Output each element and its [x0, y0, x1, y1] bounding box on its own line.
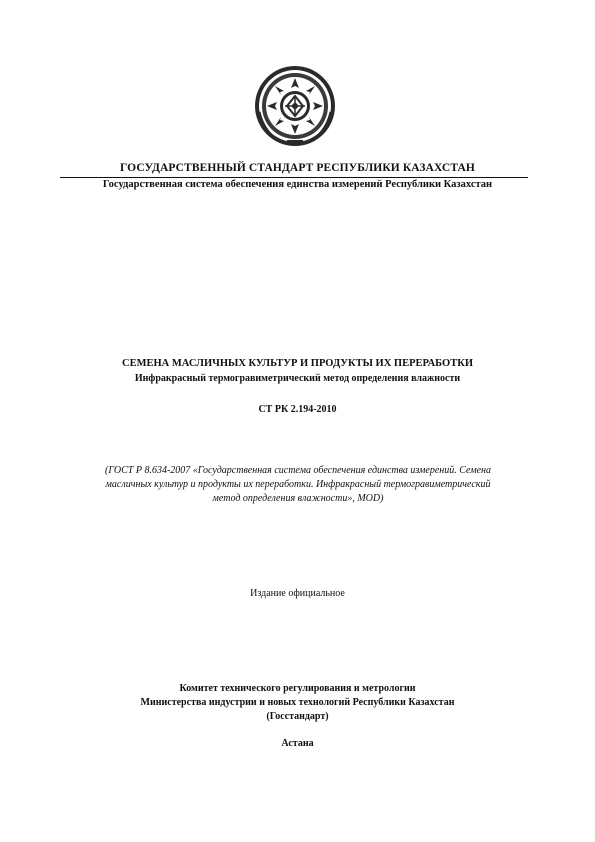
document-subtitle: Инфракрасный термогравиметрический метод определения влажности: [134, 373, 461, 384]
edition-label: Издание официальное: [250, 588, 345, 599]
emblem: [253, 64, 337, 148]
publication-city: Астана: [281, 738, 314, 749]
publisher-line: Комитет технического регулирования и метрологии: [179, 683, 416, 694]
reference-line: (ГОСТ Р 8.634-2007 «Государственная система обеспечения единства измерений. Семена: [105, 465, 491, 476]
publisher-line: (Госстандарт): [266, 711, 329, 722]
document-number: СТ РК 2.194-2010: [258, 404, 337, 415]
document-title: СЕМЕНА МАСЛИЧНЫХ КУЛЬТУР И ПРОДУКТЫ ИХ ПЕРЕРАБОТКИ: [121, 358, 473, 369]
standard-header-subtitle: Государственная система обеспечения единства измерений Республики Казахстан: [102, 179, 493, 190]
reference-standard-note: [58, 464, 538, 506]
header-divider: [60, 177, 528, 178]
reference-line: метод определения влажности», MOD): [212, 493, 384, 504]
standard-header-title: ГОСУДАРСТВЕННЫЙ СТАНДАРТ РЕСПУБЛИКИ КАЗАХСТАН: [120, 162, 475, 174]
publisher-block: [0, 682, 595, 724]
publisher-line: Министерства индустрии и новых технологий Республики Казахстан: [140, 697, 455, 708]
reference-line: масличных культур и продукты их переработки. Инфракрасный термогравиметрический: [105, 479, 491, 490]
kazakhstan-state-emblem-icon: [253, 64, 337, 148]
